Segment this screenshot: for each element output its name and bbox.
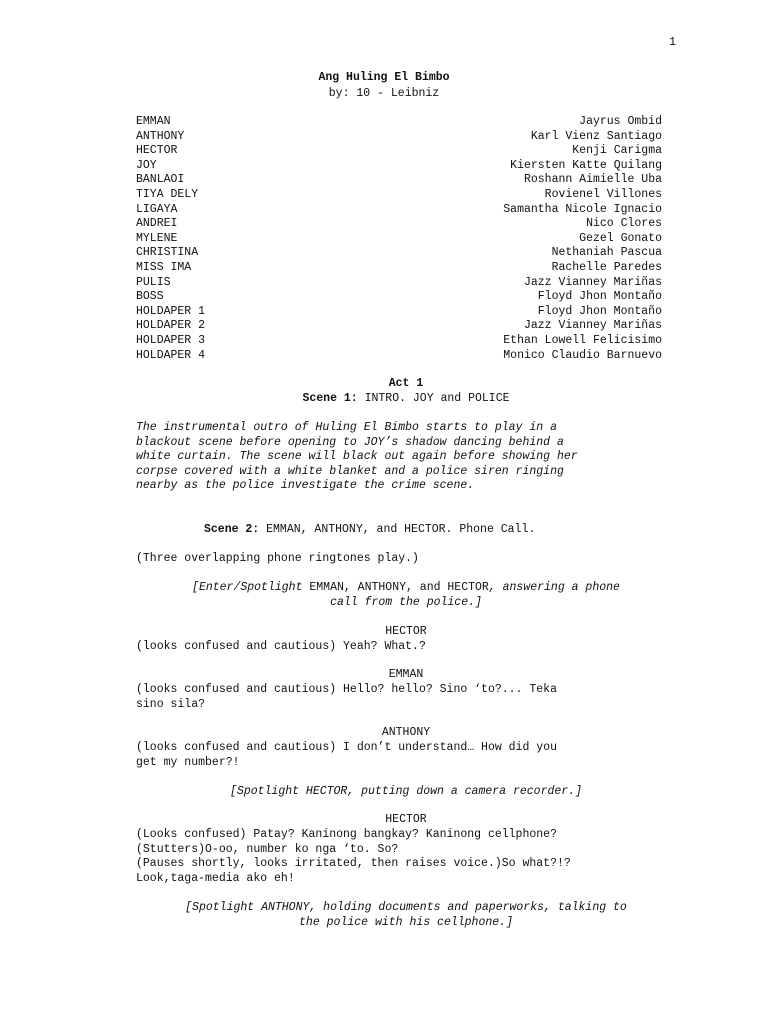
cast-row (136, 130, 662, 145)
dialogue-line: get my number?! (136, 755, 240, 769)
cast-role: MYLENE (136, 231, 178, 245)
character-name: ANTHONY (381, 726, 431, 739)
cast-actor: Floyd Jhon Montaño (537, 304, 662, 318)
act-label: Act 1 (388, 377, 424, 390)
cast-actor: Samantha Nicole Ignacio (503, 202, 662, 216)
desc-line: nearby as the police investigate the crime scene. (136, 479, 475, 493)
scene-2-title: EMMAN, ANTHONY, and HECTOR. Phone Call. (259, 523, 536, 536)
cast-row (136, 188, 662, 203)
cast-role: HECTOR (136, 144, 178, 158)
cast-role: EMMAN (136, 115, 171, 128)
desc-line: blackout scene before opening to JOY’s shadow dancing behind a (136, 435, 564, 449)
dialogue-line: Look,taga-media ako eh! (136, 871, 295, 885)
cast-row (136, 144, 662, 159)
desc-line: corpse covered with a white blanket and a police siren ringing (136, 464, 564, 478)
ringtones-direction: (Three overlapping phone ringtones play.) (136, 552, 419, 565)
dir-text: , answering a phone (488, 581, 620, 594)
cast-role: HOLDAPER 1 (136, 304, 206, 318)
cast-row (136, 334, 662, 349)
cast-row (136, 290, 662, 305)
byline: by: 10 - Leibniz (328, 87, 440, 100)
scene-2-label: Scene 2: (204, 523, 260, 536)
character-name: EMMAN (388, 668, 424, 681)
dir-line: the police with his cellphone.] (299, 915, 513, 929)
scene-1-label: Scene 1: (302, 392, 358, 405)
dir-text: call from the police.] (330, 595, 482, 609)
cast-actor: Jazz Vianney Mariñas (523, 319, 662, 333)
cast-list (136, 115, 662, 363)
cast-role: ANDREI (136, 217, 178, 231)
cast-role: BANLAOI (136, 173, 185, 187)
dialogue: (looks confused and cautious) Yeah? What.? (136, 640, 426, 653)
page-number: 1 (669, 36, 676, 49)
cast-actor: Kenji Carigma (572, 144, 662, 158)
dialogue (136, 683, 676, 712)
cast-row (136, 305, 662, 320)
cast-row (136, 217, 662, 232)
desc-line: The instrumental outro of Huling El Bimbo starts to play in a (136, 421, 557, 434)
cast-actor: Monico Claudio Barnuevo (503, 348, 662, 362)
dialogue-line: sino sila? (136, 697, 206, 711)
cast-actor: Rachelle Paredes (551, 260, 662, 274)
cast-actor: Karl Vienz Santiago (530, 129, 662, 143)
dialogue-line: (looks confused and cautious) Hello? hello? Sino ‘to?... Teka (136, 683, 557, 696)
dialogue-line: (Pauses shortly, looks irritated, then raises voice.)So what?!? (136, 857, 571, 871)
scene-1-title: INTRO. JOY and POLICE (357, 392, 510, 405)
scene-1-description (136, 421, 676, 494)
cast-row (136, 349, 662, 364)
character-name: HECTOR (385, 625, 427, 638)
dir-names: EMMAN, ANTHONY, and HECTOR (309, 581, 489, 594)
script-title: Ang Huling El Bimbo (318, 71, 450, 84)
cast-row (136, 203, 662, 218)
cast-actor: Roshann Aimielle Uba (523, 173, 662, 187)
cast-row (136, 246, 662, 261)
cast-actor: Gezel Gonato (579, 231, 662, 245)
cast-role: CHRISTINA (136, 246, 199, 260)
cast-actor: Floyd Jhon Montaño (537, 290, 662, 304)
cast-row (136, 232, 662, 247)
cast-actor: Ethan Lowell Felicisimo (503, 333, 662, 347)
cast-role: MISS IMA (136, 260, 192, 274)
cast-row (136, 319, 662, 334)
dialogue (136, 828, 676, 886)
dialogue-line: (Stutters)O-oo, number ko nga ‘to. So? (136, 842, 399, 856)
cast-role: BOSS (136, 290, 164, 304)
cast-actor: Nethaniah Pascua (551, 246, 662, 260)
desc-line: white curtain. The scene will black out again before showing her (136, 450, 578, 464)
act-heading (136, 377, 676, 390)
dialogue-line: (Looks confused) Patay? Kaninong bangkay? Kaninong cellphone? (136, 828, 557, 841)
cast-role: HOLDAPER 3 (136, 333, 206, 347)
scene-2-heading (204, 523, 624, 536)
cast-actor: Jazz Vianney Mariñas (523, 275, 662, 289)
cast-actor: Jayrus Ombid (579, 115, 662, 128)
cast-role: HOLDAPER 4 (136, 348, 206, 362)
stage-direction-1 (136, 581, 676, 610)
dir-text: [Enter/Spotlight (192, 581, 310, 594)
cast-role: LIGAYA (136, 202, 178, 216)
cast-actor: Nico Clores (586, 217, 662, 231)
dialogue (136, 741, 676, 770)
cast-actor: Rovienel Villones (544, 187, 662, 201)
scene-1-heading (136, 392, 676, 405)
stage-direction-2: [Spotlight HECTOR, putting down a camera recorder.] (230, 785, 582, 798)
cast-row (136, 276, 662, 291)
cast-role: TIYA DELY (136, 187, 199, 201)
cast-actor: Kiersten Katte Quilang (510, 158, 662, 172)
dialogue-line: (looks confused and cautious) I don’t understand… How did you (136, 741, 557, 754)
stage-direction-3 (136, 901, 676, 930)
dir-line: [Spotlight ANTHONY, holding documents and paperworks, talking to (185, 901, 627, 914)
character-name: HECTOR (385, 813, 427, 826)
cast-row (136, 159, 662, 174)
cast-role: ANTHONY (136, 129, 185, 143)
cast-role: JOY (136, 158, 157, 172)
cast-row (136, 173, 662, 188)
cast-row (136, 115, 662, 130)
cast-row (136, 261, 662, 276)
cast-role: HOLDAPER 2 (136, 319, 206, 333)
cast-role: PULIS (136, 275, 171, 289)
